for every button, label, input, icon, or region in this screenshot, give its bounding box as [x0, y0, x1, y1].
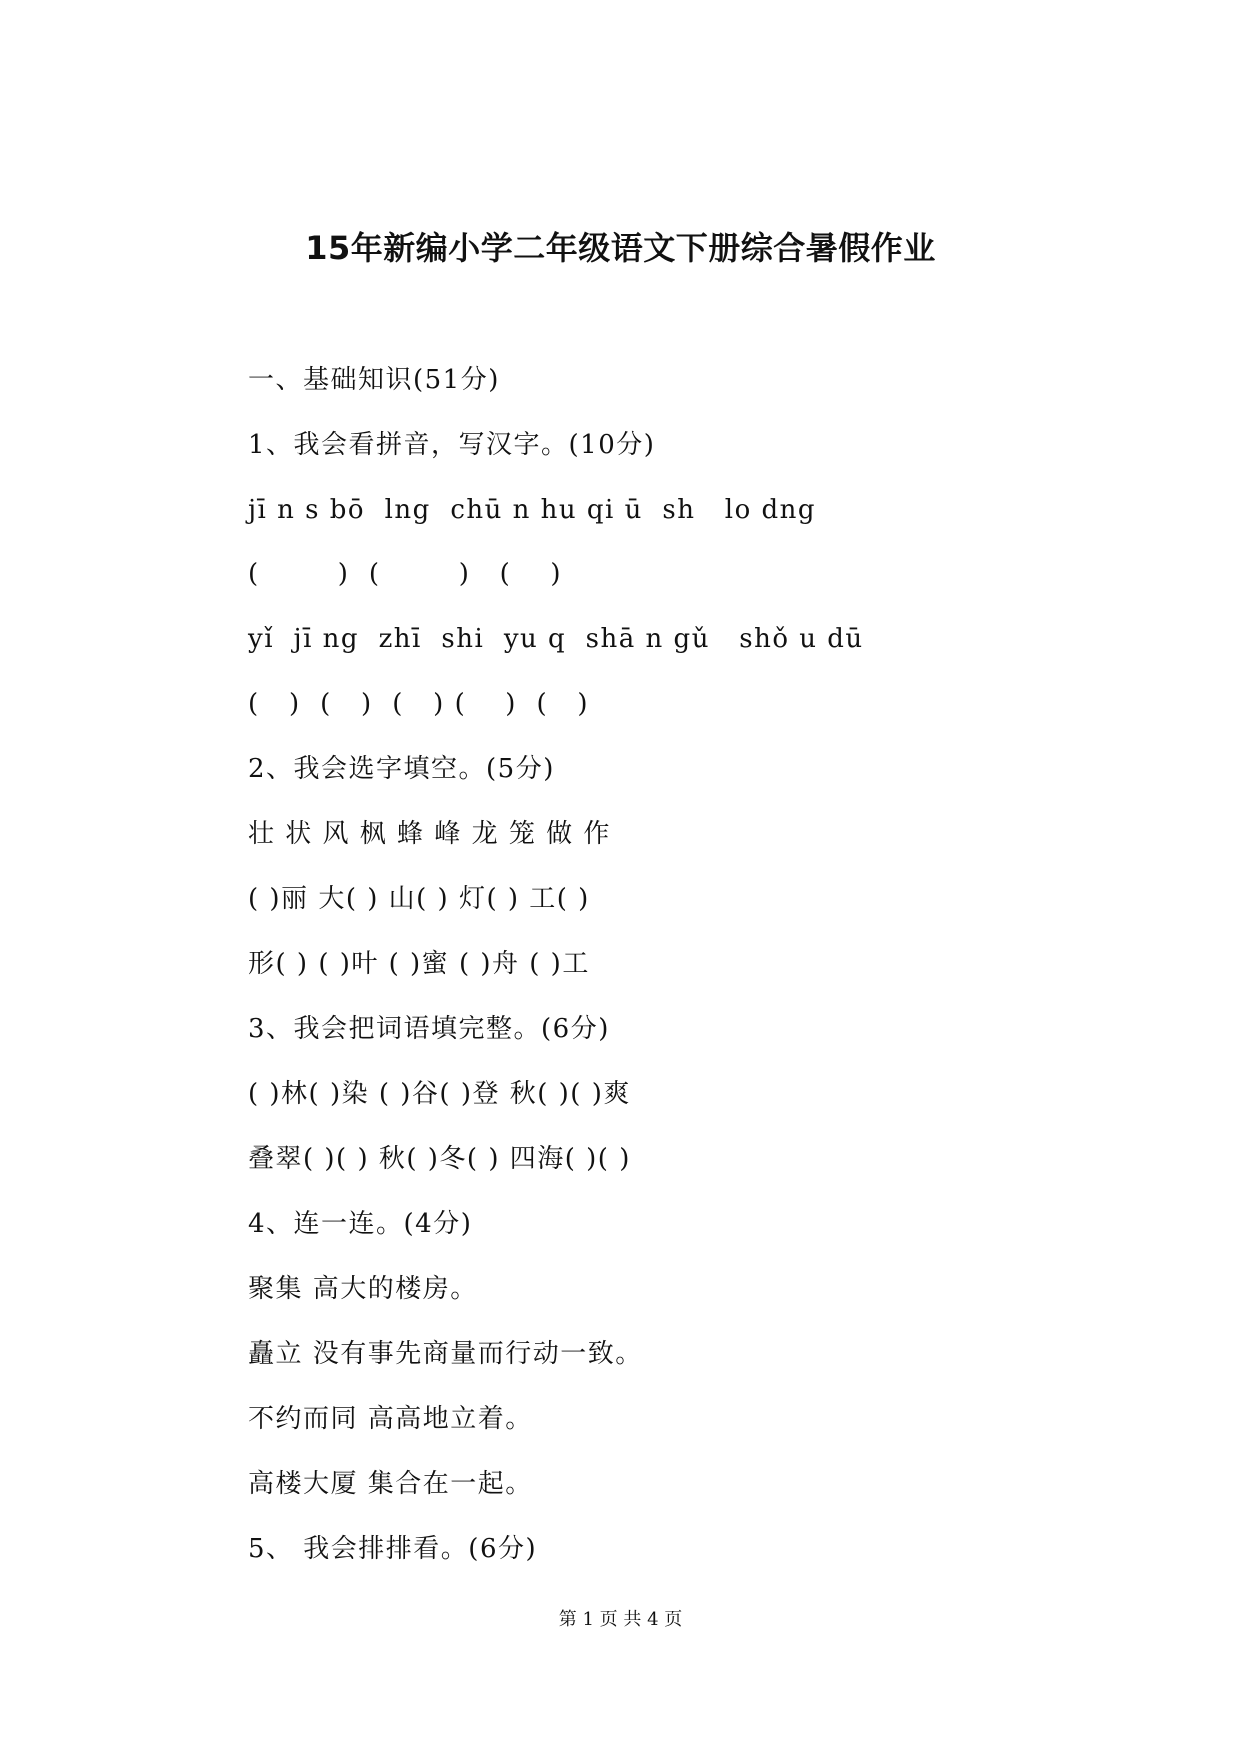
answer-blanks-row-1: ( ) ( ) ( ) [248, 559, 562, 589]
question-3-heading: 3、我会把词语填完整。(6分) [248, 1014, 610, 1044]
fill-row-1: ( )丽 大( ) 山( ) 灯( ) 工( ) [248, 884, 590, 914]
match-row-2: 矗立 没有事先商量而行动一致。 [248, 1339, 643, 1369]
question-5-heading: 5、 我会排排看。(6分) [248, 1534, 538, 1564]
question-4-heading: 4、连一连。(4分) [248, 1209, 473, 1239]
idiom-row-2: 叠翠( )( ) 秋( )冬( ) 四海( )( ) [248, 1144, 631, 1174]
match-row-3: 不约而同 高高地立着。 [248, 1404, 533, 1434]
question-1-heading: 1、我会看拼音，写汉字。(10分) [248, 430, 656, 460]
answer-blanks-row-2: ( ) ( ) ( ) ( ) ( ) [248, 689, 590, 719]
document-title: 15年新编小学二年级语文下册综合暑假作业 [305, 229, 936, 267]
match-row-4: 高楼大厦 集合在一起。 [248, 1469, 533, 1499]
question-2-heading: 2、我会选字填空。(5分) [248, 754, 555, 784]
pinyin-row-2: yǐ jī ng zhī shi yu q shā n gǔ shǒ u dū [248, 624, 864, 654]
character-choices: 壮 状 风 枫 蜂 峰 龙 笼 做 作 [248, 819, 611, 849]
fill-row-2: 形( ) ( )叶 ( )蜜 ( )舟 ( )工 [248, 949, 590, 979]
match-row-1: 聚集 高大的楼房。 [248, 1274, 478, 1304]
page-footer: 第 1 页 共 4 页 [558, 1609, 683, 1630]
idiom-row-1: ( )林( )染 ( )谷( )登 秋( )( )爽 [248, 1079, 631, 1109]
section-heading-basics: 一、基础知识(51分) [248, 365, 500, 395]
pinyin-row-1: jī n s bō lng chū n hu qi ū sh lo dng [248, 495, 817, 525]
